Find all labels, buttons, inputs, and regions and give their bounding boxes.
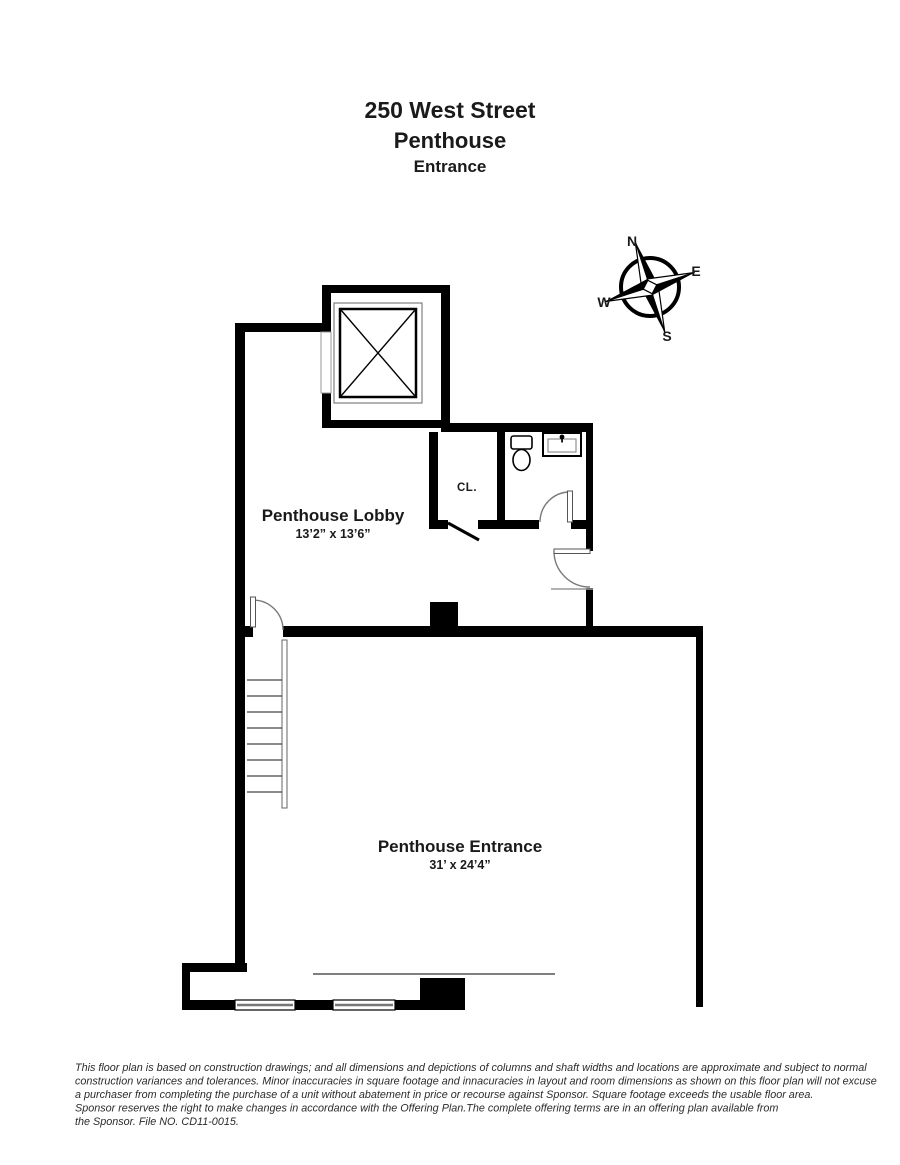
window (235, 1000, 295, 1010)
walls (182, 285, 703, 1010)
disclaimer-line: This floor plan is based on construction drawings; and all dimensions and depictions of columns and shaft widths and locations are approximate and subject to normal (75, 1062, 867, 1074)
disclaimer-line: construction variances and tolerances. Minor inaccuracies in square footage and innacuracies in layout and room dimensions as shown on this floor plan will not excuse (75, 1075, 877, 1088)
room-label-lobby (262, 506, 405, 541)
room-label-entrance (378, 837, 542, 872)
lobby-dimensions: 13’2” x 13’6” (295, 527, 371, 541)
sink-icon (543, 433, 581, 456)
door-leaf (251, 597, 256, 627)
title-address: 250 West Street (364, 97, 536, 123)
compass-east-label: E (691, 263, 701, 279)
compass-rose-icon (590, 227, 709, 347)
elevator-icon (321, 303, 422, 403)
title-floor: Entrance (413, 157, 487, 176)
compass-north-label: N (626, 233, 638, 249)
disclaimer (75, 1062, 877, 1128)
stairs-icon (247, 640, 287, 808)
disclaimer-line: a purchaser from completing the purchase of a unit without abatement in price or recourse against Sponsor. Square footage exceeds the usable floor area. (75, 1089, 814, 1101)
elevator-door (321, 332, 331, 393)
window (333, 1000, 395, 1010)
toilet-icon (511, 436, 532, 471)
door-leaf (568, 491, 573, 522)
bathroom-door (540, 491, 573, 522)
hall-door (551, 549, 593, 589)
lobby-name: Penthouse Lobby (261, 506, 405, 525)
lobby-stair-door (251, 597, 284, 630)
entrance-dimensions: 31’ x 24’4” (429, 858, 491, 872)
entrance-name: Penthouse Entrance (377, 837, 543, 856)
title-unit: Penthouse (393, 128, 507, 153)
closet-door (448, 523, 479, 540)
door-leaf (554, 549, 590, 554)
closet-label: CL. (456, 482, 478, 494)
disclaimer-line: the Sponsor. File NO. CD11-0015. (75, 1116, 239, 1128)
disclaimer-line: Sponsor reserves the right to make changes in accordance with the Offering Plan.The complete offering terms are in an offering plan available from (75, 1102, 779, 1115)
compass-south-label: S (662, 328, 672, 344)
page-title (365, 97, 536, 176)
compass-west-label: W (597, 294, 611, 310)
